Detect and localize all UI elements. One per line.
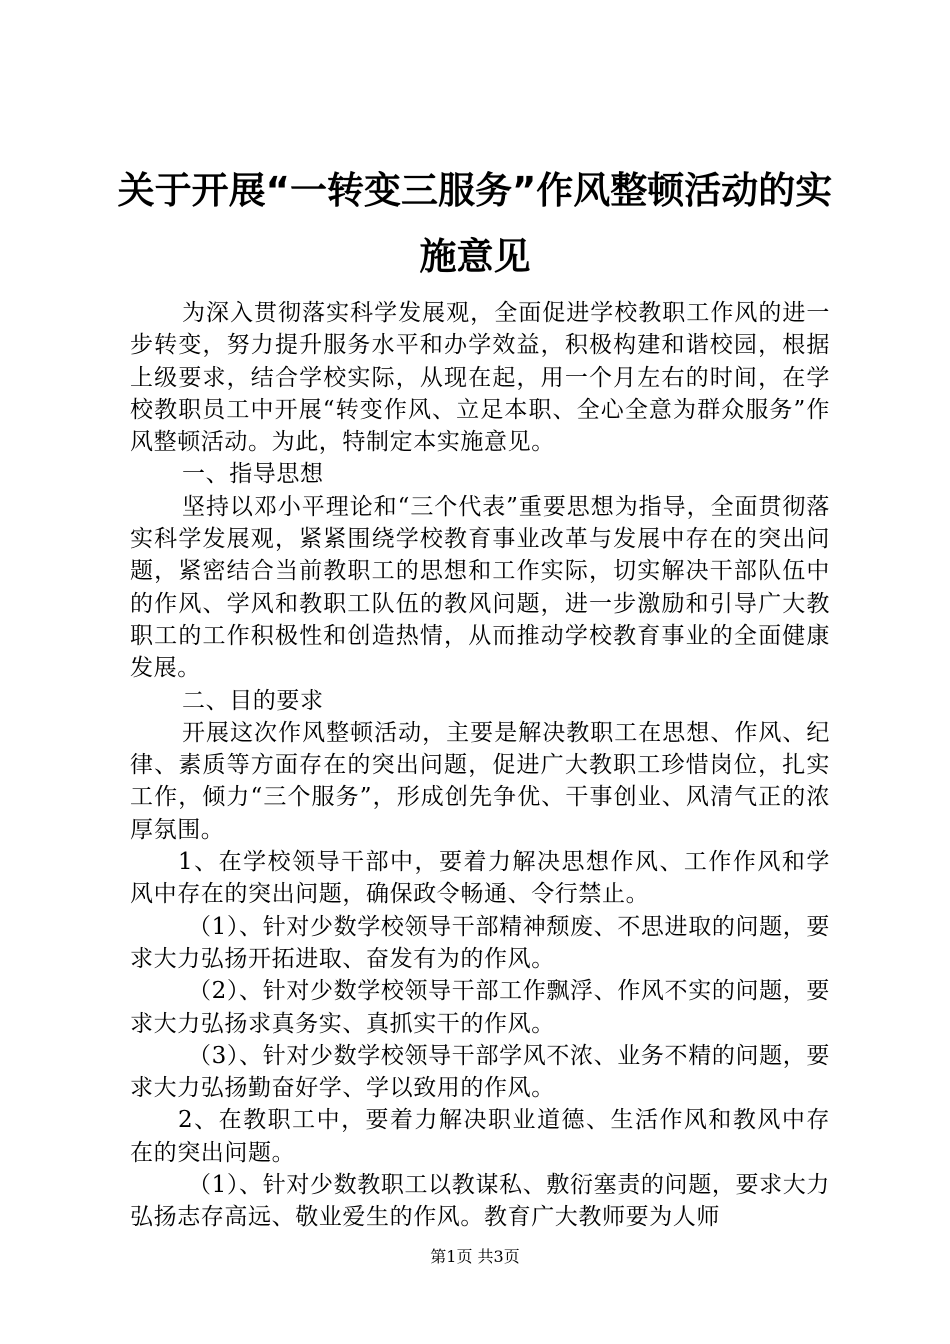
paragraph-item-2: 2、在教职工中，要着力解决职业道德、生活作风和教风中存在的突出问题。 xyxy=(130,1107,830,1166)
document-body xyxy=(130,297,830,1234)
paragraph-item-1-1: （1）、针对少数学校领导干部精神颓废、不思进取的问题，要求大力弘扬开拓进取、奋发有为的作风。 xyxy=(130,913,830,972)
page-footer: 第1页 共3页 xyxy=(430,1247,520,1266)
paragraph-item-2-1: （1）、针对少数教职工以教谋私、敷衍塞责的问题，要求大力弘扬志存高远、敬业爱生的作风。教育广大教师要为人师 xyxy=(130,1172,830,1231)
paragraph-item-1-2: （2）、针对少数学校领导干部工作飘浮、作风不实的问题，要求大力弘扬求真务实、真抓实干的作风。 xyxy=(130,978,830,1037)
paragraph-purpose: 开展这次作风整顿活动，主要是解决教职工在思想、作风、纪律、素质等方面存在的突出问题，促进广大教职工珍惜岗位，扎实工作，倾力“三个服务”，形成创先争优、干事创业、风清气正的浓厚氛围。 xyxy=(130,719,830,843)
heading-purpose-requirements: 二、目的要求 xyxy=(182,687,324,714)
paragraph-item-1: 1、在学校领导干部中，要着力解决思想作风、工作作风和学风中存在的突出问题，确保政令畅通、令行禁止。 xyxy=(130,849,830,908)
paragraph-guiding-ideology: 坚持以邓小平理论和“三个代表”重要思想为指导，全面贯彻落实科学发展观，紧紧围绕学校教育事业改革与发展中存在的突出问题，紧密结合当前教职工的思想和工作实际，切实解决干部队伍中的作风、学风和教职工队伍的教风问题，进一步激励和引导广大教职工的工作积极性和创造热情，从而推动学校教育事业的全面健康发展。 xyxy=(130,493,830,682)
document-title xyxy=(100,158,850,290)
title-line-2: 施意见 xyxy=(419,235,531,278)
paragraph-intro: 为深入贯彻落实科学发展观，全面促进学校教职工作风的进一步转变，努力提升服务水平和办学效益，积极构建和谐校园，根据上级要求，结合学校实际，从现在起，用一个月左右的时间，在学校教职员工中开展“转变作风、立足本职、全心全意为群众服务”作风整顿活动。为此，特制定本实施意见。 xyxy=(130,300,830,456)
title-line-1: 关于开展“一转变三服务”作风整顿活动的实 xyxy=(117,169,833,212)
paragraph-item-1-3: （3）、针对少数学校领导干部学风不浓、业务不精的问题，要求大力弘扬勤奋好学、学以致用的作风。 xyxy=(130,1042,830,1102)
heading-guiding-ideology: 一、指导思想 xyxy=(182,461,324,488)
